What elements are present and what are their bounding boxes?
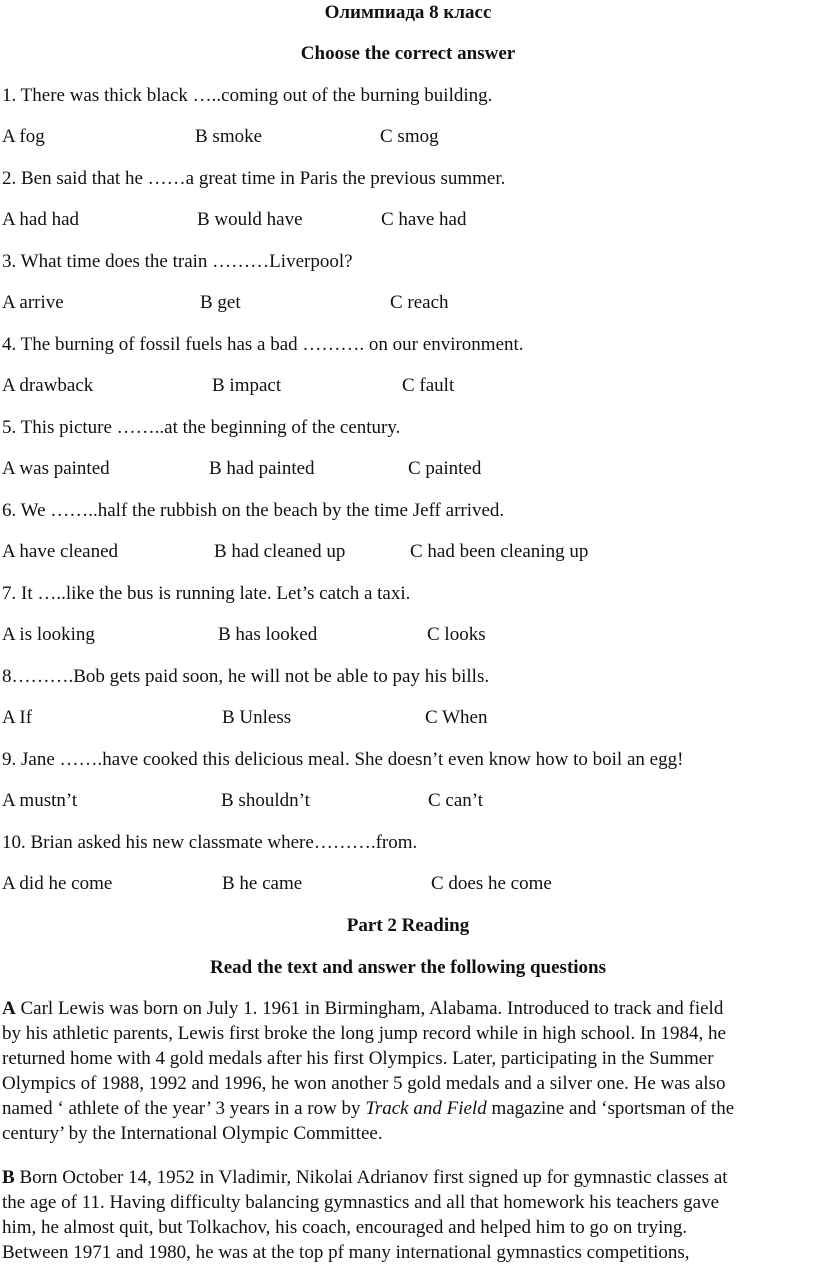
question-1-option-b: B smoke: [195, 126, 263, 147]
question-3-option-c: C reach: [390, 292, 449, 313]
question-2-option-b: B would have: [197, 209, 303, 230]
question-9-option-a: A mustn’t: [2, 790, 78, 811]
paragraph-a-line-6: century’ by the International Olympic Committee.: [2, 1123, 383, 1144]
paragraph-a-line-5-start: named ‘ athlete of the year’ 3 years in a row by: [2, 1098, 366, 1119]
question-1-option-a: A fog: [2, 126, 45, 147]
part-2-instruction: Read the text and answer the following questions: [209, 957, 607, 978]
question-7-option-a: A is looking: [2, 624, 95, 645]
question-2-option-c: C have had: [381, 209, 467, 230]
part-2-heading: Part 2 Reading: [346, 915, 470, 936]
paragraph-b-line-1: [2, 1165, 814, 1190]
reading-paragraph-a: [2, 996, 814, 1146]
question-8-option-c: C When: [425, 707, 488, 728]
paragraph-a-line-5: [2, 1096, 814, 1121]
paragraph-b-line-3: him, he almost quit, but Tolkachov, his coach, encouraged and helped him to go on trying.: [2, 1217, 688, 1238]
question-2: 2. Ben said that he ……a great time in Paris the previous summer.: [2, 168, 506, 189]
question-3: 3. What time does the train ………Liverpool?: [2, 251, 353, 272]
question-3-option-b: B get: [200, 292, 241, 313]
question-5-option-b: B had painted: [209, 458, 315, 479]
question-6-option-b: B had cleaned up: [214, 541, 346, 562]
question-7-option-c: C looks: [427, 624, 486, 645]
question-8-option-b: B Unless: [222, 707, 292, 728]
paragraph-a-line-2: by his athletic parents, Lewis first broke the long jump record while in high school. In 1984, he: [2, 1023, 726, 1044]
question-7-option-b: B has looked: [218, 624, 318, 645]
question-10-option-b: B he came: [222, 873, 303, 894]
question-9: 9. Jane …….have cooked this delicious meal. She doesn’t even know how to boil an egg!: [2, 749, 684, 770]
question-2-option-a: A had had: [2, 209, 80, 230]
paragraph-b-line-2: the age of 11. Having difficulty balancing gymnastics and all that homework his teachers gave: [2, 1192, 720, 1213]
question-4-option-a: A drawback: [2, 375, 94, 396]
paragraph-a-line-3: returned home with 4 gold medals after his first Olympics. Later, participating in the Summer: [2, 1048, 714, 1069]
question-4-option-c: C fault: [402, 375, 455, 396]
question-6-option-a: A have cleaned: [2, 541, 119, 562]
question-6: 6. We ……..half the rubbish on the beach by the time Jeff arrived.: [2, 500, 505, 521]
section-instruction: Choose the correct answer: [300, 43, 516, 64]
question-3-option-a: A arrive: [2, 292, 64, 313]
paragraph-a-line-4: Olympics of 1988, 1992 and 1996, he won another 5 gold medals and a silver one. He was also: [2, 1073, 726, 1094]
question-9-option-b: B shouldn’t: [221, 790, 310, 811]
question-9-option-c: C can’t: [428, 790, 484, 811]
paragraph-a-letter: A: [2, 998, 16, 1019]
paragraph-b-line-4: Between 1971 and 1980, he was at the top pf many international gymnastics competitions,: [2, 1242, 690, 1263]
question-10: 10. Brian asked his new classmate where……….from.: [2, 832, 418, 853]
question-6-option-c: C had been cleaning up: [410, 541, 589, 562]
page-title: Олимпиада 8 класс: [324, 2, 492, 23]
paragraph-a-line-1: [2, 996, 814, 1021]
question-7: 7. It …..like the bus is running late. Let’s catch a taxi.: [2, 583, 411, 604]
paragraph-b-line-1-text: Born October 14, 1952 in Vladimir, Nikolai Adrianov first signed up for gymnastic classes at: [14, 1167, 728, 1188]
paragraph-a-line-1-text: Carl Lewis was born on July 1. 1961 in Birmingham, Alabama. Introduced to track and field: [15, 998, 724, 1019]
question-1-option-c: C smog: [380, 126, 439, 147]
reading-paragraph-b: [2, 1165, 814, 1265]
question-5: 5. This picture ……..at the beginning of the century.: [2, 417, 401, 438]
question-4: 4. The burning of fossil fuels has a bad ………. on our environment.: [2, 334, 524, 355]
paragraph-b-letter: B: [2, 1167, 15, 1188]
magazine-title: Track and Field: [365, 1098, 487, 1119]
question-1: 1. There was thick black …..coming out of the burning building.: [2, 85, 493, 106]
paragraph-a-line-5-end: magazine and ‘sportsman of the: [486, 1098, 735, 1119]
question-4-option-b: B impact: [212, 375, 282, 396]
question-5-option-a: A was painted: [2, 458, 110, 479]
question-8: 8……….Bob gets paid soon, he will not be able to pay his bills.: [2, 666, 490, 687]
question-10-option-a: A did he come: [2, 873, 113, 894]
question-8-option-a: A If: [2, 707, 33, 728]
question-5-option-c: C painted: [408, 458, 482, 479]
question-10-option-c: C does he come: [431, 873, 552, 894]
